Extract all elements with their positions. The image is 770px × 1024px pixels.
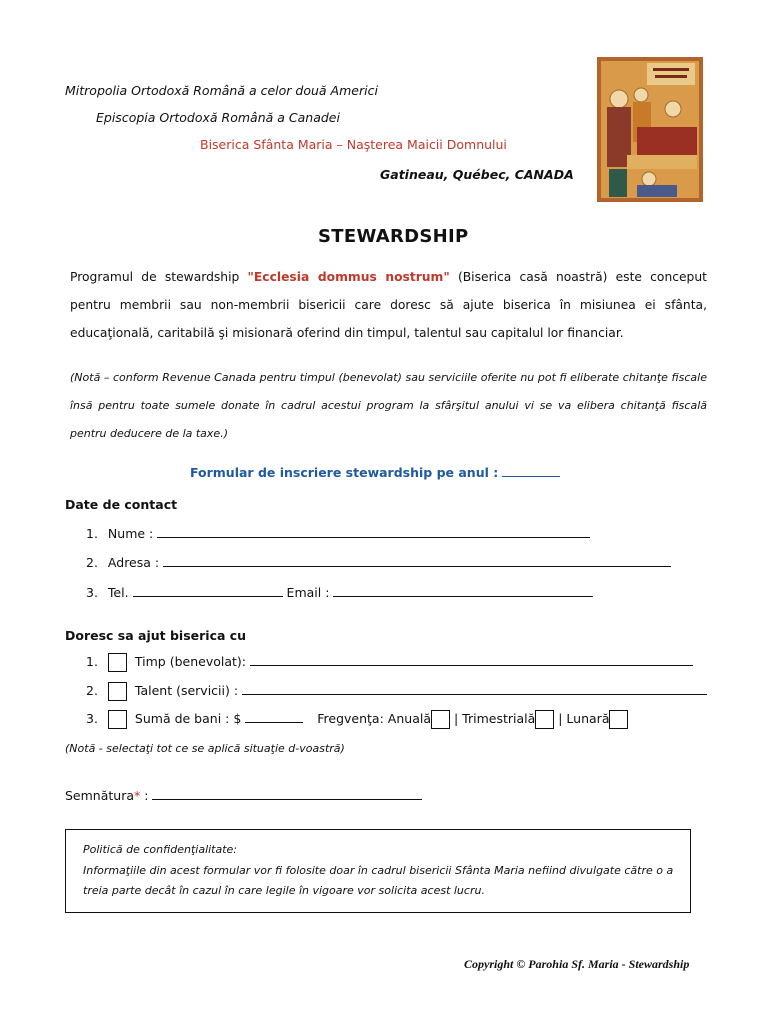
contact-address-row: [86, 554, 671, 570]
contact-number-3: 3.: [86, 585, 98, 600]
monthly-checkbox[interactable]: [609, 710, 628, 729]
time-label: Timp (benevolat):: [134, 654, 246, 669]
help-money-row: [86, 710, 628, 729]
name-label: Nume :: [107, 526, 154, 541]
quarterly-label: | Trimestrială: [453, 711, 536, 726]
frequency-label: Fregvenţa:: [317, 711, 384, 726]
talent-field[interactable]: [242, 682, 707, 695]
selection-note: (Notă - selectaţi tot ce se aplică situaţie d-voastră): [65, 742, 345, 755]
time-field[interactable]: [250, 653, 693, 666]
year-field[interactable]: [502, 464, 560, 477]
contact-number-2: 2.: [86, 555, 98, 570]
address-label: Adresa :: [107, 555, 160, 570]
signature-label: Semnătura: [65, 788, 135, 803]
annual-checkbox[interactable]: [431, 710, 450, 729]
intro-paragraph: [70, 263, 707, 347]
tel-label: Tel.: [107, 585, 129, 600]
form-heading: [190, 464, 560, 480]
required-asterisk: *: [134, 788, 141, 803]
page-title: STEWARDSHIP: [318, 226, 469, 247]
header-metropolis: Mitropolia Ortodoxă Română a celor două Americi: [65, 83, 378, 98]
nativity-icon-image: [597, 57, 703, 202]
help-number-2: 2.: [86, 683, 98, 698]
money-checkbox[interactable]: [108, 710, 127, 729]
help-talent-row: [86, 682, 707, 701]
annual-label: Anuală: [387, 711, 431, 726]
signature-row: [65, 787, 422, 803]
help-number-1: 1.: [86, 654, 98, 669]
tel-field[interactable]: [133, 584, 283, 597]
contact-heading: Date de contact: [65, 497, 178, 512]
address-field[interactable]: [163, 554, 671, 567]
amount-field[interactable]: [245, 710, 303, 723]
email-field[interactable]: [333, 584, 593, 597]
money-label: Sumă de bani : $: [134, 711, 242, 726]
signature-field[interactable]: [152, 787, 422, 800]
email-label: Email :: [286, 585, 330, 600]
form-heading-text: Formular de inscriere stewardship pe anul :: [190, 465, 499, 480]
program-name: "Ecclesia dommus nostrum": [247, 270, 450, 284]
monthly-label: | Lunară: [558, 711, 610, 726]
intro-text-rest: (Biserica casă noastră) este conceput pentru membrii sau non-membrii bisericii care doresc să ajute biserica în misiunea ei sfânta, educaţională, caritabilă şi misionară oferind din timpul, talentul sau capitalul lor financiar.: [70, 270, 707, 340]
help-time-row: [86, 653, 693, 672]
name-field[interactable]: [157, 525, 590, 538]
help-number-3: 3.: [86, 711, 98, 726]
header-church: Biserica Sfânta Maria – Naşterea Maicii Domnului: [200, 137, 507, 152]
privacy-box: [65, 829, 691, 913]
header-location: Gatineau, Québec, CANADA: [380, 167, 574, 182]
contact-number-1: 1.: [86, 526, 98, 541]
help-heading: Doresc sa ajut biserica cu: [65, 628, 247, 643]
privacy-title: Politică de confidenţialitate:: [83, 843, 238, 856]
quarterly-checkbox[interactable]: [535, 710, 554, 729]
privacy-text: Informaţiile din acest formular vor fi folosite doar în cadrul bisericii Sfânta Maria nefiind divulgate către o a treia parte decât în cazul în care legile în vigoare vor solicita acest lucru.: [83, 864, 674, 897]
header-episcopate: Episcopia Ortodoxă Română a Canadei: [96, 110, 340, 125]
copyright-footer: Copyright © Parohia Sf. Maria - Stewardship: [464, 957, 690, 971]
intro-text-start: Programul de stewardship: [70, 270, 248, 284]
talent-checkbox[interactable]: [108, 682, 127, 701]
tax-note: (Notă – conform Revenue Canada pentru timpul (benevolat) sau serviciile oferite nu pot fi eliberate chitanţe fiscale însă pentru toate sumele donate în cadrul acestui program la sfârşitul anului vi se va elibera chitanţă fiscală pentru deducere de la taxe.): [70, 371, 707, 440]
signature-colon: :: [144, 788, 149, 803]
talent-label: Talent (servicii) :: [134, 683, 239, 698]
time-checkbox[interactable]: [108, 653, 127, 672]
contact-name-row: [86, 525, 590, 541]
contact-phone-email-row: [86, 584, 593, 600]
